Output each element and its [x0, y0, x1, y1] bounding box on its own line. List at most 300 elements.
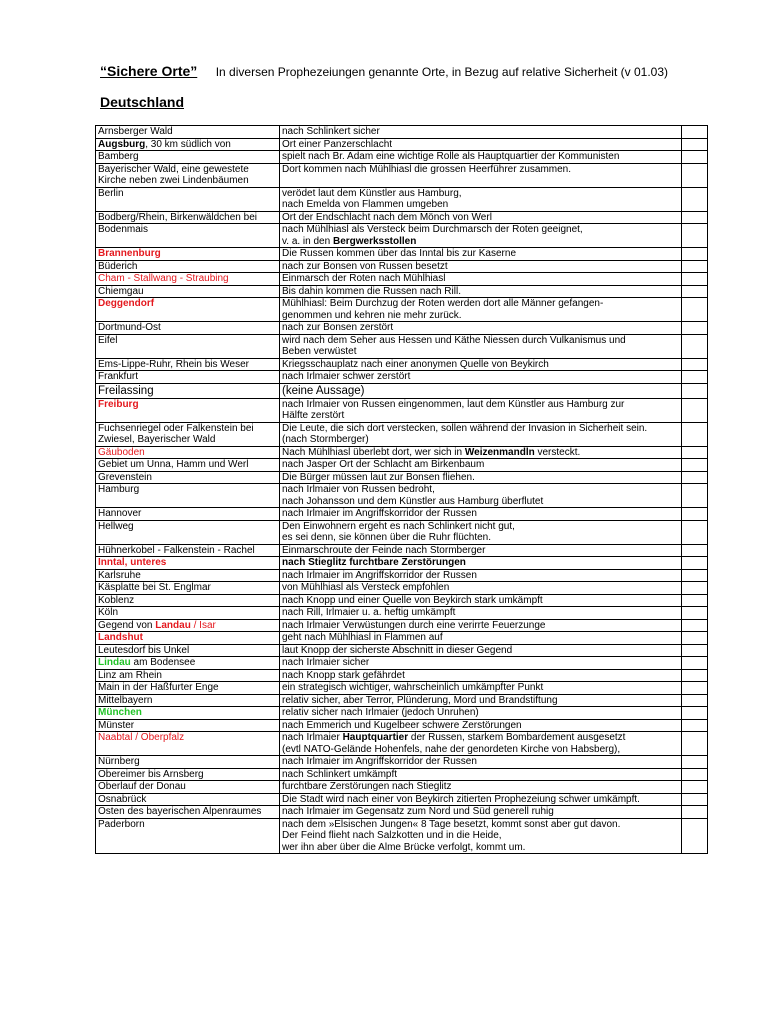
place-text: Käsplatte bei St. Englmar — [98, 582, 211, 593]
table-row — [96, 818, 708, 854]
place-cell — [96, 569, 280, 582]
place-text: Berlin — [98, 187, 124, 199]
desc-text: Hauptquartier — [342, 732, 409, 743]
place-cell — [96, 732, 280, 756]
description-cell — [280, 322, 682, 335]
place-text: Dortmund-Ost — [98, 322, 161, 333]
table-row — [96, 273, 708, 286]
place-text: Osnabrück — [98, 793, 147, 805]
place-cell — [96, 657, 280, 670]
place-cell — [96, 211, 280, 224]
table-row — [96, 793, 708, 806]
table-row — [96, 619, 708, 632]
place-cell — [96, 557, 280, 570]
description-cell — [280, 520, 682, 544]
table-row — [96, 322, 708, 335]
desc-text: wird nach dem Seher aus Hessen und Käthe Niessen durch Vulkanismus und — [282, 334, 626, 346]
place-text: Gegend von — [98, 619, 156, 631]
desc-text: nach Irlmaier im Gegensatz zum Nord und Süd generell ruhig — [282, 806, 554, 817]
place-text: München — [98, 707, 142, 718]
place-cell — [96, 781, 280, 794]
place-cell — [96, 138, 280, 151]
desc-text: nach Rill, Irlmaier u. a. heftig umkämpft — [282, 607, 456, 618]
empty-mark-cell — [682, 520, 708, 544]
empty-mark-cell — [682, 756, 708, 769]
empty-mark-cell — [682, 459, 708, 472]
empty-mark-cell — [682, 383, 708, 398]
table-row — [96, 594, 708, 607]
desc-text: genommen und kehren nie mehr zurück. — [282, 309, 462, 321]
desc-text: der Russen, starkem Bombardement ausgesetzt — [408, 732, 626, 743]
place-cell — [96, 719, 280, 732]
table-row — [96, 694, 708, 707]
table-row — [96, 569, 708, 582]
table-row — [96, 669, 708, 682]
table-row — [96, 398, 708, 422]
desc-text: nach zur Bonsen zerstört — [282, 322, 394, 333]
description-cell — [280, 793, 682, 806]
empty-mark-cell — [682, 607, 708, 620]
description-cell — [280, 383, 682, 398]
place-cell — [96, 358, 280, 371]
place-text: Köln — [98, 607, 119, 618]
place-cell — [96, 398, 280, 422]
empty-mark-cell — [682, 544, 708, 557]
desc-text: nach Irlmaier von Russen bedroht, — [282, 484, 435, 495]
place-text: Leutesdorf bis Unkel — [98, 644, 190, 656]
table-row — [96, 484, 708, 508]
desc-text: nach Johansson und dem Künstler aus Hamburg überflutet — [282, 495, 544, 507]
table-row — [96, 285, 708, 298]
description-cell — [280, 248, 682, 261]
desc-text: nach Irlmaier im Angriffskorridor der Russen — [282, 756, 477, 767]
place-cell — [96, 383, 280, 398]
table-row — [96, 334, 708, 358]
place-text: , 30 km südlich von — [145, 138, 231, 150]
place-text: Obereimer bis Arnsberg — [98, 768, 204, 780]
desc-text: nach Irlmaier im Angriffskorridor der Russen — [282, 569, 477, 581]
place-cell — [96, 126, 280, 139]
place-text: Naabtal / Oberpfalz — [98, 732, 185, 743]
empty-mark-cell — [682, 818, 708, 854]
empty-mark-cell — [682, 719, 708, 732]
table-row — [96, 557, 708, 570]
description-cell — [280, 768, 682, 781]
desc-text: nach dem »Elsischen Jungen« 8 Tage besetzt, kommt sonst aber gut davon. — [282, 818, 621, 830]
description-cell — [280, 371, 682, 384]
description-cell — [280, 619, 682, 632]
description-cell — [280, 569, 682, 582]
empty-mark-cell — [682, 285, 708, 298]
place-cell — [96, 187, 280, 211]
desc-text: nach Irlmaier schwer zerstört — [282, 371, 411, 382]
empty-mark-cell — [682, 644, 708, 657]
desc-text: Beben verwüstet — [282, 346, 357, 357]
empty-mark-cell — [682, 298, 708, 322]
desc-text: versteckt. — [534, 446, 581, 458]
table-row — [96, 459, 708, 472]
desc-text: (nach Stormberger) — [282, 434, 369, 445]
empty-mark-cell — [682, 669, 708, 682]
description-cell — [280, 756, 682, 769]
place-text: Oberlauf der Donau — [98, 781, 186, 792]
place-text: Koblenz — [98, 594, 135, 606]
description-cell — [280, 818, 682, 854]
place-text: Brannenburg — [98, 248, 161, 259]
description-cell — [280, 163, 682, 187]
description-cell — [280, 719, 682, 732]
place-cell — [96, 334, 280, 358]
empty-mark-cell — [682, 211, 708, 224]
description-cell — [280, 151, 682, 164]
place-cell — [96, 793, 280, 806]
description-cell — [280, 138, 682, 151]
table-row — [96, 732, 708, 756]
place-text: Paderborn — [98, 818, 145, 830]
empty-mark-cell — [682, 557, 708, 570]
empty-mark-cell — [682, 446, 708, 459]
table-row — [96, 422, 708, 446]
place-text: Bodberg/Rhein, Birkenwäldchen bei — [98, 211, 257, 223]
place-text: Bodenmais — [98, 224, 149, 235]
place-cell — [96, 682, 280, 695]
description-cell — [280, 398, 682, 422]
place-text: Zwiesel, Bayerischer Wald — [98, 434, 216, 445]
place-cell — [96, 508, 280, 521]
table-row — [96, 520, 708, 544]
desc-text: nach zur Bonsen von Russen besetzt — [282, 260, 448, 272]
description-cell — [280, 298, 682, 322]
place-text: Nürnberg — [98, 756, 140, 767]
empty-mark-cell — [682, 224, 708, 248]
place-cell — [96, 806, 280, 819]
place-cell — [96, 607, 280, 620]
place-cell — [96, 273, 280, 286]
desc-text: nach Irlmaier sicher — [282, 657, 370, 668]
empty-mark-cell — [682, 806, 708, 819]
desc-text: Hälfte zerstört — [282, 410, 345, 421]
desc-text: laut Knopp der sicherste Abschnitt in dieser Gegend — [282, 644, 513, 656]
place-cell — [96, 756, 280, 769]
empty-mark-cell — [682, 694, 708, 707]
desc-text: nach Emmerich und Kugelbeer schwere Zerstörungen — [282, 719, 522, 731]
place-text: Cham - Stallwang - Straubing — [98, 273, 229, 284]
empty-mark-cell — [682, 273, 708, 286]
table-row — [96, 607, 708, 620]
empty-mark-cell — [682, 768, 708, 781]
table-row — [96, 644, 708, 657]
description-cell — [280, 607, 682, 620]
table-row — [96, 471, 708, 484]
place-text: Freiburg — [98, 398, 139, 410]
desc-text: nach Knopp stark gefährdet — [282, 669, 405, 681]
place-cell — [96, 694, 280, 707]
desc-text: Dort kommen nach Mühlhiasl die grossen Heerführer zusammen. — [282, 163, 572, 175]
description-cell — [280, 422, 682, 446]
place-text: Inntal, unteres — [98, 557, 167, 568]
table-row — [96, 248, 708, 261]
place-text: Bayerischer Wald, eine gewestete — [98, 163, 249, 175]
desc-text: relativ sicher, aber Terror, Plünderung, Mord und Brandstiftung — [282, 694, 558, 706]
place-cell — [96, 520, 280, 544]
places-table-body — [96, 126, 708, 854]
place-cell — [96, 422, 280, 446]
place-text: Karlsruhe — [98, 569, 141, 581]
table-row — [96, 187, 708, 211]
place-cell — [96, 459, 280, 472]
empty-mark-cell — [682, 248, 708, 261]
place-text: Kirche neben zwei Lindenbäumen — [98, 175, 249, 186]
place-text: Chiemgau — [98, 285, 144, 297]
table-row — [96, 582, 708, 595]
place-cell — [96, 285, 280, 298]
places-table — [95, 125, 708, 854]
desc-text: Die Bürger müssen laut zur Bonsen fliehen. — [282, 471, 475, 483]
description-cell — [280, 334, 682, 358]
empty-mark-cell — [682, 398, 708, 422]
description-cell — [280, 707, 682, 720]
place-text: Mittelbayern — [98, 694, 153, 706]
empty-mark-cell — [682, 594, 708, 607]
desc-text: Mühlhiasl: Beim Durchzug der Roten werden dort alle Männer gefangen- — [282, 298, 604, 309]
place-text: Bamberg — [98, 151, 139, 162]
description-cell — [280, 273, 682, 286]
table-row — [96, 508, 708, 521]
table-row — [96, 358, 708, 371]
table-row — [96, 260, 708, 273]
description-cell — [280, 694, 682, 707]
place-cell — [96, 260, 280, 273]
place-cell — [96, 322, 280, 335]
table-row — [96, 126, 708, 139]
table-row — [96, 768, 708, 781]
place-cell — [96, 582, 280, 595]
place-cell — [96, 619, 280, 632]
place-text: Fuchsenriegel oder Falkenstein bei — [98, 422, 254, 434]
section-title: Deutschland — [100, 94, 185, 110]
desc-text: Kriegsschauplatz nach einer anonymen Quelle von Beykirch — [282, 358, 549, 370]
place-text: Linz am Rhein — [98, 669, 162, 681]
place-text: Landau — [155, 619, 191, 631]
table-row — [96, 657, 708, 670]
place-text: Grevenstein — [98, 471, 152, 483]
desc-text: Bis dahin kommen die Russen nach Rill. — [282, 285, 461, 297]
desc-text: Weizenmandln — [464, 446, 535, 458]
desc-text: (evtl NATO-Gelände Hohenfels, nahe der genordeten Kirche von Habsberg), — [282, 743, 621, 755]
empty-mark-cell — [682, 582, 708, 595]
empty-mark-cell — [682, 422, 708, 446]
table-row — [96, 756, 708, 769]
desc-text: v. a. in den — [282, 235, 333, 247]
place-cell — [96, 594, 280, 607]
desc-text: geht nach Mühlhiasl in Flammen auf — [282, 632, 443, 643]
description-cell — [280, 594, 682, 607]
empty-mark-cell — [682, 484, 708, 508]
desc-text: Ort der Endschlacht nach dem Mönch von Werl — [282, 211, 492, 223]
table-row — [96, 719, 708, 732]
place-text: Arnsberger Wald — [98, 126, 173, 137]
table-row — [96, 151, 708, 164]
desc-text: Die Stadt wird nach einer von Beykirch zitierten Prophezeiung schwer umkämpft. — [282, 793, 640, 805]
description-cell — [280, 557, 682, 570]
desc-text: Die Russen kommen über das Inntal bis zur Kaserne — [282, 248, 517, 259]
desc-text: Einmarsch der Roten nach Mühlhiasl — [282, 273, 446, 284]
place-text: am Bodensee — [130, 657, 196, 668]
place-text: Frankfurt — [98, 371, 139, 382]
desc-text: nach Emelda von Flammen umgeben — [282, 199, 449, 210]
desc-text: nach Irlmaier — [282, 732, 343, 743]
place-cell — [96, 248, 280, 261]
description-cell — [280, 657, 682, 670]
place-cell — [96, 446, 280, 459]
table-row — [96, 383, 708, 398]
description-cell — [280, 285, 682, 298]
place-cell — [96, 707, 280, 720]
empty-mark-cell — [682, 682, 708, 695]
place-cell — [96, 484, 280, 508]
desc-text: spielt nach Br. Adam eine wichtige Rolle als Hauptquartier der Kommunisten — [282, 151, 620, 162]
table-row — [96, 224, 708, 248]
description-cell — [280, 484, 682, 508]
document-subtitle: In diversen Prophezeiungen genannte Orte, in Bezug auf relative Sicherheit (v 01.03) — [215, 65, 668, 79]
desc-text: nach Mühlhiasl als Versteck beim Durchmarsch der Roten geeignet, — [282, 224, 583, 235]
table-row — [96, 781, 708, 794]
place-cell — [96, 544, 280, 557]
empty-mark-cell — [682, 260, 708, 273]
table-row — [96, 632, 708, 645]
place-text: Main in der Haßfurter Enge — [98, 682, 219, 693]
empty-mark-cell — [682, 508, 708, 521]
desc-text: Den Einwohnern ergeht es nach Schlinkert nicht gut, — [282, 520, 515, 532]
desc-text: wer ihn aber über die Alme Brücke verfolgt, kommt um. — [282, 841, 526, 853]
place-cell — [96, 768, 280, 781]
place-cell — [96, 151, 280, 164]
place-text: Büderich — [98, 260, 138, 272]
description-cell — [280, 126, 682, 139]
desc-text: verödet laut dem Künstler aus Hamburg, — [282, 187, 462, 199]
description-cell — [280, 471, 682, 484]
description-cell — [280, 632, 682, 645]
empty-mark-cell — [682, 187, 708, 211]
table-row — [96, 298, 708, 322]
desc-text: nach Knopp und einer Quelle von Beykirch stark umkämpft — [282, 594, 543, 606]
empty-mark-cell — [682, 707, 708, 720]
table-row — [96, 806, 708, 819]
place-text: Deggendorf — [98, 298, 155, 309]
desc-text: Einmarschroute der Feinde nach Stormberger — [282, 544, 486, 556]
place-text: / — [190, 619, 200, 631]
empty-mark-cell — [682, 657, 708, 670]
place-cell — [96, 224, 280, 248]
description-cell — [280, 358, 682, 371]
empty-mark-cell — [682, 358, 708, 371]
description-cell — [280, 644, 682, 657]
empty-mark-cell — [682, 781, 708, 794]
place-cell — [96, 371, 280, 384]
table-row — [96, 682, 708, 695]
empty-mark-cell — [682, 163, 708, 187]
table-row — [96, 163, 708, 187]
empty-mark-cell — [682, 471, 708, 484]
table-row — [96, 138, 708, 151]
place-text: Eifel — [98, 334, 118, 346]
desc-text: furchtbare Zerstörungen nach Stieglitz — [282, 781, 452, 792]
desc-text: nach Irlmaier Verwüstungen durch eine verirrte Feuerzunge — [282, 619, 546, 631]
empty-mark-cell — [682, 334, 708, 358]
table-row — [96, 446, 708, 459]
desc-text: es sei denn, sie können über die Ruhr flüchten. — [282, 532, 492, 543]
description-cell — [280, 806, 682, 819]
description-cell — [280, 582, 682, 595]
empty-mark-cell — [682, 619, 708, 632]
table-row — [96, 707, 708, 720]
place-text: Augsburg — [98, 138, 146, 150]
place-cell — [96, 632, 280, 645]
desc-text: Nach Mühlhiasl überlebt dort, wer sich in — [282, 446, 465, 458]
place-text: Ems-Lippe-Ruhr, Rhein bis Weser — [98, 358, 249, 370]
description-cell — [280, 732, 682, 756]
place-text: Osten des bayerischen Alpenraumes — [98, 806, 262, 817]
description-cell — [280, 781, 682, 794]
description-cell — [280, 508, 682, 521]
desc-text: nach Irlmaier von Russen eingenommen, laut dem Künstler aus Hamburg zur — [282, 398, 625, 410]
place-cell — [96, 644, 280, 657]
place-text: Hamburg — [98, 484, 140, 495]
empty-mark-cell — [682, 322, 708, 335]
desc-text: nach Schlinkert sicher — [282, 126, 380, 137]
place-text: Münster — [98, 719, 135, 731]
desc-text: ein strategisch wichtiger, wahrscheinlich umkämpfter Punkt — [282, 682, 544, 693]
description-cell — [280, 682, 682, 695]
empty-mark-cell — [682, 126, 708, 139]
place-cell — [96, 298, 280, 322]
description-cell — [280, 224, 682, 248]
place-text: Hannover — [98, 508, 142, 519]
desc-text: nach Stieglitz furchtbare Zerstörungen — [282, 557, 466, 568]
desc-text: Die Leute, die sich dort verstecken, sollen während der Invasion in Sicherheit sein. — [282, 422, 648, 434]
desc-text: nach Jasper Ort der Schlacht am Birkenbaum — [282, 459, 485, 470]
empty-mark-cell — [682, 569, 708, 582]
desc-text: (keine Aussage) — [282, 384, 365, 397]
empty-mark-cell — [682, 793, 708, 806]
empty-mark-cell — [682, 732, 708, 756]
desc-text: relativ sicher nach Irlmaier (jedoch Unruhen) — [282, 707, 479, 718]
empty-mark-cell — [682, 151, 708, 164]
description-cell — [280, 211, 682, 224]
desc-text: nach Schlinkert umkämpft — [282, 768, 398, 780]
place-text: Lindau — [98, 657, 131, 668]
description-cell — [280, 669, 682, 682]
place-cell — [96, 669, 280, 682]
desc-text: Der Feind flieht nach Salzkotten und in die Heide, — [282, 830, 502, 841]
place-text: Hellweg — [98, 520, 134, 532]
place-text: Gebiet um Unna, Hamm und Werl — [98, 459, 249, 470]
table-row — [96, 211, 708, 224]
document-header — [100, 63, 740, 81]
empty-mark-cell — [682, 138, 708, 151]
document-title: “Sichere Orte” — [100, 63, 198, 79]
place-text: Isar — [199, 619, 216, 631]
desc-text: Bergwerksstollen — [332, 235, 417, 247]
desc-text: von Mühlhiasl als Versteck empfohlen — [282, 582, 450, 593]
desc-text: Ort einer Panzerschlacht — [282, 138, 393, 150]
place-text: Landshut — [98, 632, 143, 643]
table-row — [96, 371, 708, 384]
place-text: Hühnerkobel - Falkenstein - Rachel — [98, 544, 255, 556]
place-cell — [96, 163, 280, 187]
description-cell — [280, 260, 682, 273]
place-text: Gäuboden — [98, 446, 145, 458]
